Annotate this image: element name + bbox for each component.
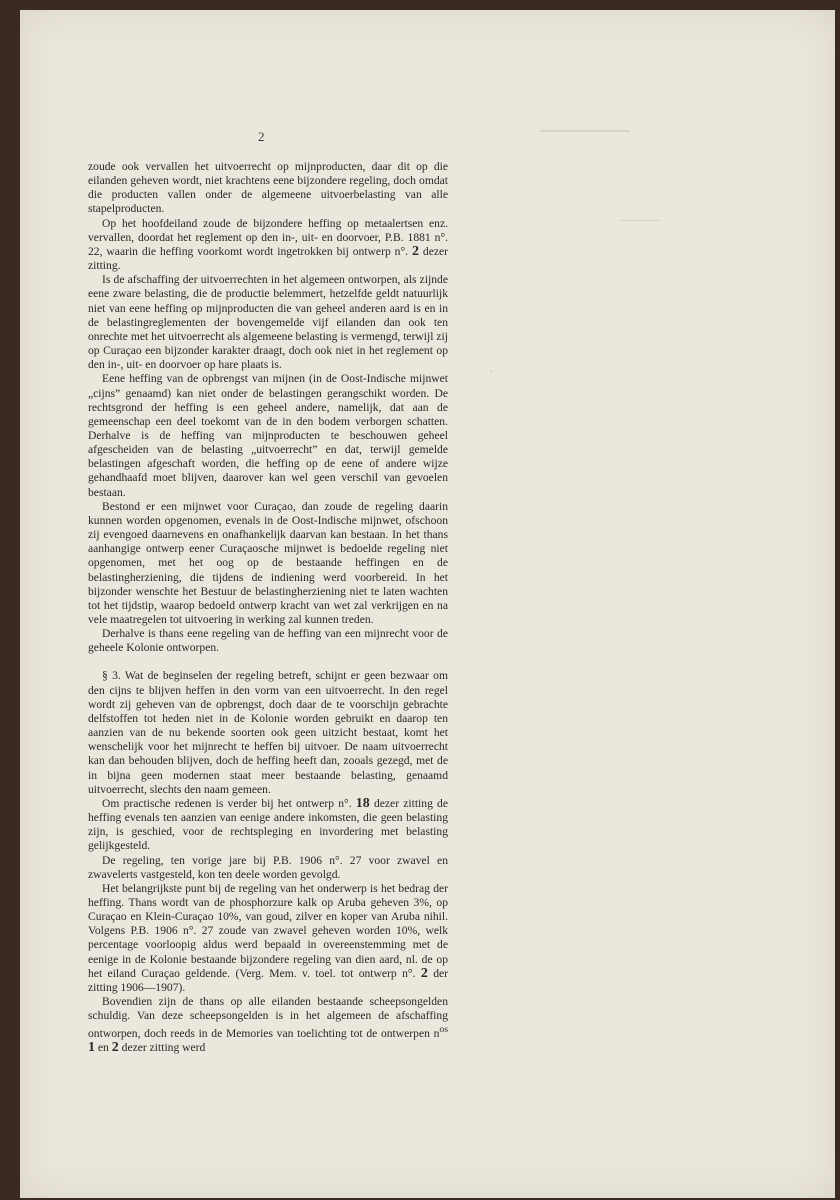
document-page [20, 10, 835, 1198]
paper-stain [490, 370, 492, 372]
page-number: 2 [258, 129, 265, 144]
paragraph: Om practische redenen is verder bij het ontwerp n°. 18 dezer zitting de heffing evenals ten aanzien van eenige andere inkomsten, die geen belasting zijn, is geschied, voor de rechtspleging en invordering met belasting gelijkgesteld. [88, 795, 448, 853]
paragraph: Eene heffing van de opbrengst van mijnen (in de Oost-Indische mijnwet „cijns” genaamd) kan niet onder de belastingen gerangschikt worden. De rechtsgrond der heffing is een geheel andere, namelijk, dat aan de gemeenschap een deel toekomt van de in den bodem verborgen schatten. Derhalve is de heffing van mijnproducten te beschouwen geheel afgescheiden van de belasting „uitvoerrecht” en dat, terwijl gemelde belastingen afgeschaft worden, die heffing op de eene of andere wijze gehandhaafd moet blijven, daarover kan wel geen verschil van gevoelen bestaan. [88, 372, 448, 499]
paragraph: Op het hoofdeiland zoude de bijzondere heffing op metaalertsen enz. vervallen, doordat het reglement op den in-, uit- en doorvoer, P.B. 1881 n°. 22, waarin die heffing voorkomt wordt ingetrokken bij ontwerp n°. 2 dezer zitting. [88, 216, 448, 273]
paragraph: Het belangrijkste punt bij de regeling van het onderwerp is het bedrag der heffing. Thans wordt van de phosphorzure kalk op Aruba geheven 3%, op Curaçao en Klein-Curaçao 10%, van goud, zilver en koper van Aruba nihil. Volgens P.B. 1906 n°. 27 zoude van zwavel geheven worden 10%, welk percentage voorloopig aldus werd bepaald in overeenstemming met de eenige in de Kolonie bestaande bijzondere regeling van dien aard, nl. de op het eiland Curaçao geldende. (Verg. Mem. v. toel. tot ontwerp n°. 2 der zitting 1906—1907). [88, 881, 449, 994]
paper-stain [620, 220, 660, 221]
paragraph: Bovendien zijn de thans op alle eilanden bestaande scheepsongelden schuldig. Van deze scheepsongelden is in het algemeen de afschaffing ontworpen, doch reeds in de Memories van toelichting tot de ontwerpen $n^{os}$ 1 en 2 dezer zitting werd [88, 995, 448, 1056]
paragraph: Bestond er een mijnwet voor Curaçao, dan zoude de regeling daarin kunnen worden opgenomen, evenals in de Oost-Indische mijnwet, ofschoon zij evengoed daarnevens en onafhankelijk daarvan kan bestaan. In het thans aanhangige ontwerp eener Curaçaosche mijnwet is bedoelde regeling niet opgenomen, met het oog op de bestaande heffingen en de belastingherziening, die tijdens de indiening werd voorbereid. In het bijzonder wenschte het Bestuur de belastingherziening niet te laten wachten tot het tijdstip, waarop bedoeld ontwerp kracht van wet zal verkrijgen en na vele maatregelen tot uitvoering in werking zal kunnen treden. [88, 499, 448, 626]
section-paragraph: § 3. Wat de beginselen der regeling betreft, schijnt er geen bezwaar om den cijns te blijven heffen in den vorm van een uitvoerrecht. In den regel wordt zij geheven van de opbrengst, doch daar de te voorschijn gebrachte delfstoffen tot heden niet in de Kolonie worden gebruikt en daarop ten aanzien van de nu bekende soorten ook geen uitzicht bestaat, komt het wenschelijk voor het mijnrecht te heffen bij uitvoer. De naam uitvoerrecht kan dan behouden blijven, doch de heffing heeft dan, zooals gezegd, met de in bijna geen modernen staat meer bestaande belasting, genaamd uitvoerrecht, slechts den naam gemeen. [88, 669, 448, 796]
paragraph: zoude ook vervallen het uitvoerrecht op mijnproducten, daar dit op die eilanden geheven wordt, niet krachtens eene bijzondere regeling, doch omdat die producten vallen onder de algemeene uitvoerbelasting van alle stapelproducten. [88, 160, 448, 216]
paragraph: Derhalve is thans eene regeling van de heffing van een mijnrecht voor de geheele Kolonie ontworpen. [88, 627, 448, 655]
body-text [88, 160, 448, 1056]
paragraph: De regeling, ten vorige jare bij P.B. 1906 n°. 27 voor zwavel en zwavelerts vastgesteld, kon ten deele worden gevolgd. [88, 853, 448, 881]
paragraph: Is de afschaffing der uitvoerrechten in het algemeen ontworpen, als zijnde eene zware belasting, die de productie belemmert, hetzelfde geldt natuurlijk niet van eene heffing op mijnproducten die van geheel anderen aard is en in de belastingreglementen der bovengemelde vijf eilanden dan ook ten onrechte met het uitvoerrecht als algemeene belasting is vermengd, terwijl zij op Curaçao een bijzonder karakter draagt, doch ook niet in het reglement op den in-, uit- en doorvoer op hare plaats is. [88, 273, 448, 372]
paper-stain [540, 130, 630, 132]
